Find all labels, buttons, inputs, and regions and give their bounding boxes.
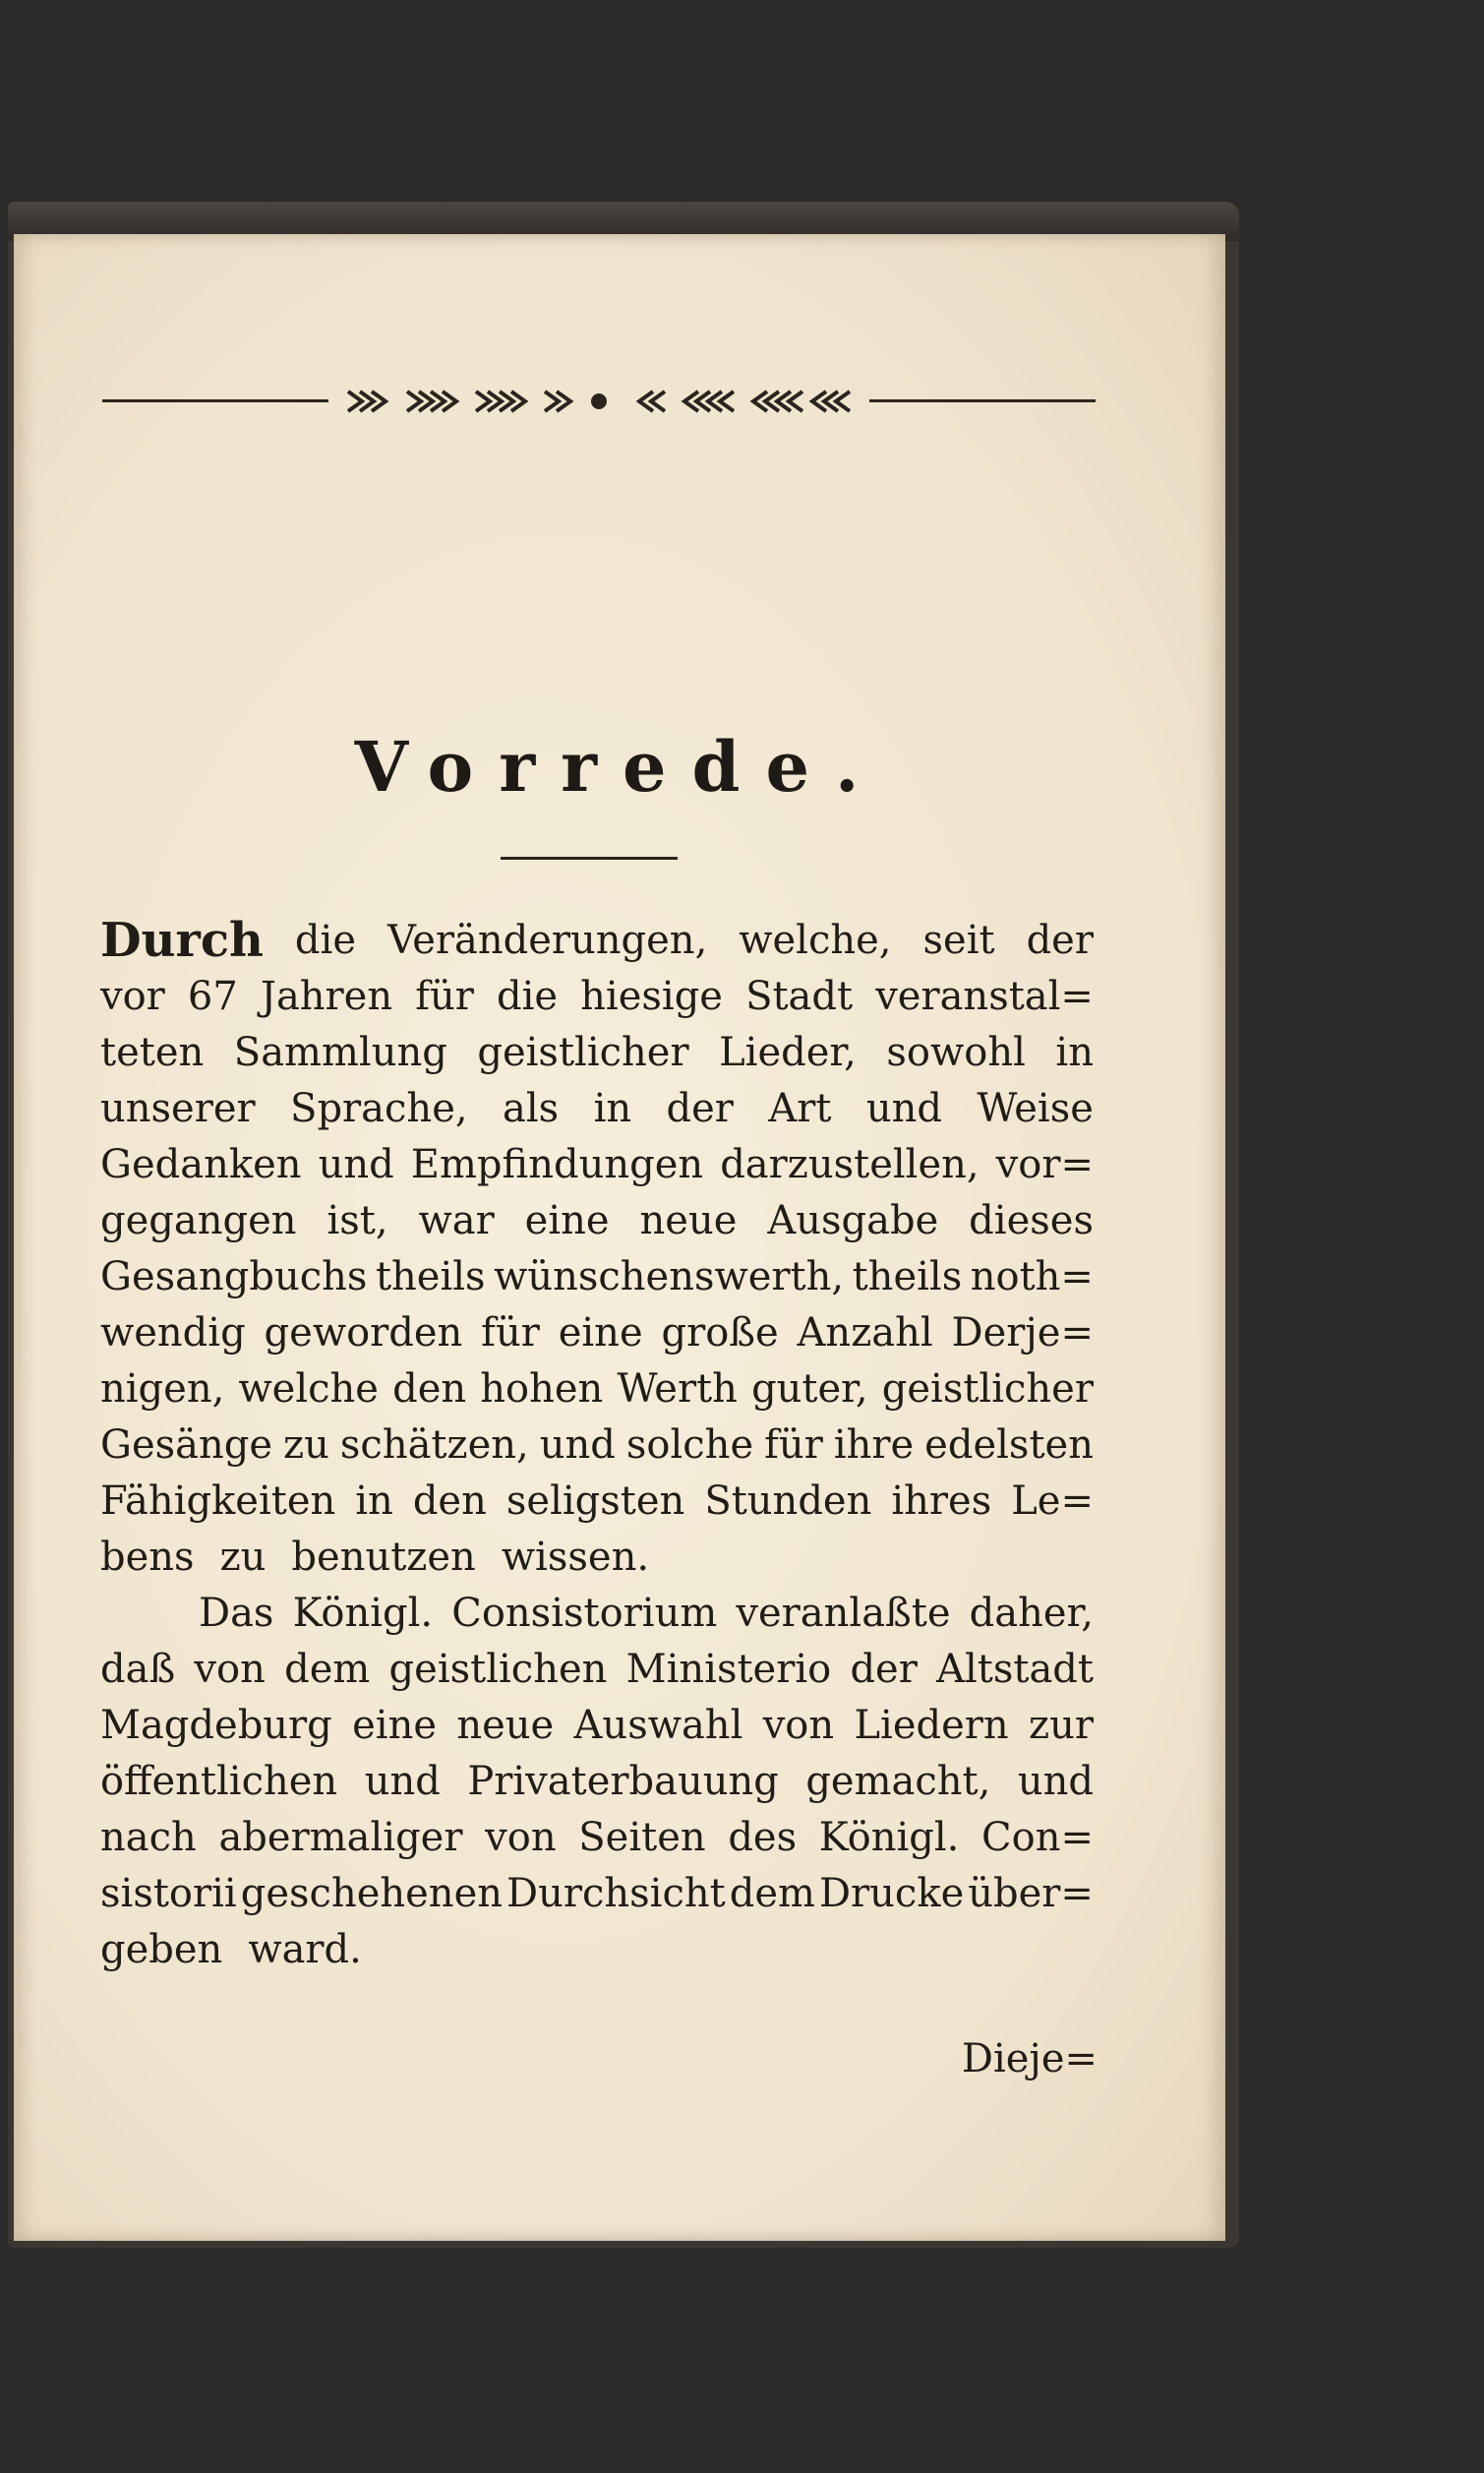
word: gemacht, <box>805 1759 991 1804</box>
word: von <box>485 1815 557 1860</box>
word: Gesänge <box>100 1422 273 1468</box>
word: Lieder, <box>719 1030 857 1075</box>
word: von <box>194 1647 266 1692</box>
word: wünschenswerth, <box>494 1254 845 1299</box>
word: Königl. <box>292 1591 434 1636</box>
word: Durch <box>100 913 264 968</box>
word: Privaterbauung <box>467 1759 779 1804</box>
word: zu <box>283 1422 329 1468</box>
word: theils <box>375 1254 486 1299</box>
word: für <box>415 974 474 1019</box>
word: die <box>496 974 559 1019</box>
text-line <box>100 1193 1094 1249</box>
word: ihres <box>891 1478 992 1524</box>
word: Ausgabe <box>767 1198 939 1243</box>
word: wissen. <box>501 1535 650 1580</box>
word: hiesige <box>580 974 723 1019</box>
word: die <box>294 918 356 963</box>
word: geistlicher <box>881 1366 1094 1412</box>
text-line <box>100 1361 1094 1417</box>
word: neue <box>456 1703 555 1748</box>
word: Sprache, <box>290 1086 468 1131</box>
word: geistlichen <box>388 1647 608 1692</box>
word: veranstal= <box>875 974 1094 1019</box>
word: eine <box>558 1310 643 1356</box>
word: geschehenen <box>240 1871 504 1916</box>
word: Stadt <box>745 974 854 1019</box>
word: dem <box>729 1871 815 1916</box>
word: Seiten <box>578 1815 706 1860</box>
word: und <box>1017 1759 1094 1804</box>
word: benutzen <box>291 1535 476 1580</box>
text-line <box>100 1754 1094 1810</box>
word: guter, <box>751 1366 868 1412</box>
word: Fähigkeiten <box>100 1478 336 1524</box>
word: große <box>661 1310 779 1356</box>
word: darzustellen, <box>720 1142 979 1187</box>
word: geistlicher <box>477 1030 689 1075</box>
word: teten <box>100 1030 205 1075</box>
word: Empfindungen <box>410 1142 704 1187</box>
word: der <box>1026 918 1094 963</box>
word: geworden <box>264 1310 463 1356</box>
word: eine <box>524 1198 610 1243</box>
word: Auswahl <box>573 1703 743 1748</box>
word: hohen <box>480 1366 604 1412</box>
word: seit <box>922 918 995 963</box>
word: Magdeburg <box>100 1703 332 1748</box>
word: Liedern <box>854 1703 1009 1748</box>
text-line <box>100 1586 1094 1642</box>
word: nigen, <box>100 1366 225 1412</box>
word: für <box>764 1422 823 1468</box>
text-line <box>100 1417 1094 1474</box>
word: Gesangbuchs <box>100 1254 368 1299</box>
word: unserer <box>100 1086 256 1131</box>
text-line <box>100 1249 1094 1305</box>
word: Ministerio <box>625 1647 832 1692</box>
word: und <box>539 1422 616 1468</box>
word: Durchsicht <box>506 1871 726 1916</box>
word: des <box>728 1815 798 1860</box>
text-line <box>100 1642 1094 1698</box>
word: bens <box>100 1535 195 1580</box>
word: Weise <box>977 1086 1094 1131</box>
text-line <box>100 1530 1094 1586</box>
word: welche, <box>739 918 892 963</box>
word: öffentlichen <box>100 1759 338 1804</box>
word: 67 <box>187 974 238 1019</box>
word: vor <box>100 974 165 1019</box>
word: Königl. <box>818 1815 960 1860</box>
word: noth= <box>970 1254 1094 1299</box>
title-underline <box>501 857 678 860</box>
word: den <box>392 1366 467 1412</box>
word: Art <box>768 1086 832 1131</box>
book-page <box>14 234 1225 2241</box>
word: veranlaßte <box>736 1591 951 1636</box>
word: Gedanken <box>100 1142 302 1187</box>
word: der <box>850 1647 918 1692</box>
word: für <box>481 1310 540 1356</box>
word: welche <box>238 1366 379 1412</box>
word: geben <box>100 1927 223 1972</box>
word: gegangen <box>100 1198 297 1243</box>
word: Veränderungen, <box>386 918 708 963</box>
word: und <box>865 1086 942 1131</box>
word: sistorii <box>100 1871 237 1916</box>
word: über= <box>968 1871 1094 1916</box>
word: zur <box>1029 1703 1094 1748</box>
text-line <box>100 1137 1094 1193</box>
word: in <box>1055 1030 1094 1075</box>
word: Werth <box>617 1366 738 1412</box>
preface-body <box>100 913 1094 1978</box>
word: Drucke <box>818 1871 965 1916</box>
text-line <box>100 913 1094 969</box>
word: ward. <box>248 1927 362 1972</box>
word: seligsten <box>505 1478 685 1524</box>
page-title: Vorrede. <box>354 726 885 808</box>
text-line <box>100 1305 1094 1361</box>
text-line <box>100 1025 1094 1081</box>
word: abermaliger <box>218 1815 463 1860</box>
word: dem <box>284 1647 371 1692</box>
word: schätzen, <box>339 1422 529 1468</box>
word: Consistorium <box>451 1591 718 1636</box>
text-line <box>100 1474 1094 1530</box>
word: war <box>418 1198 495 1243</box>
word: Anzahl <box>797 1310 933 1356</box>
ornament-rule <box>102 382 1096 421</box>
word: wendig <box>100 1310 246 1356</box>
word: Le= <box>1011 1478 1094 1524</box>
text-line <box>100 969 1094 1025</box>
word: der <box>666 1086 734 1131</box>
word: nach <box>100 1815 197 1860</box>
word: daß <box>100 1647 176 1692</box>
word: ihre <box>833 1422 915 1468</box>
text-line <box>100 1810 1094 1866</box>
word: vor= <box>995 1142 1094 1187</box>
word: und <box>364 1759 441 1804</box>
word: neue <box>639 1198 738 1243</box>
text-line <box>100 1866 1094 1922</box>
word: und <box>318 1142 394 1187</box>
word: theils <box>852 1254 963 1299</box>
word: zu <box>219 1535 267 1580</box>
word: in <box>355 1478 393 1524</box>
word: den <box>412 1478 487 1524</box>
text-line <box>100 1081 1094 1137</box>
word: solche <box>625 1422 754 1468</box>
word: ist, <box>326 1198 388 1243</box>
word: von <box>762 1703 835 1748</box>
word: sowohl <box>886 1030 1026 1075</box>
word: Das <box>199 1591 274 1636</box>
word: in <box>593 1086 632 1131</box>
word: Stunden <box>704 1478 872 1524</box>
word: daher, <box>969 1591 1094 1636</box>
word: eine <box>352 1703 438 1748</box>
word: Jahren <box>260 974 393 1019</box>
text-line <box>100 1922 1094 1978</box>
catchword: Dieje= <box>961 2036 1098 2081</box>
word: edelsten <box>924 1422 1094 1468</box>
word: Derje= <box>951 1310 1094 1356</box>
text-line <box>100 1698 1094 1754</box>
word: als <box>502 1086 560 1131</box>
word: Con= <box>981 1815 1094 1860</box>
word: dieses <box>969 1198 1094 1243</box>
word: Altstadt <box>936 1647 1094 1692</box>
word: Sammlung <box>233 1030 447 1075</box>
